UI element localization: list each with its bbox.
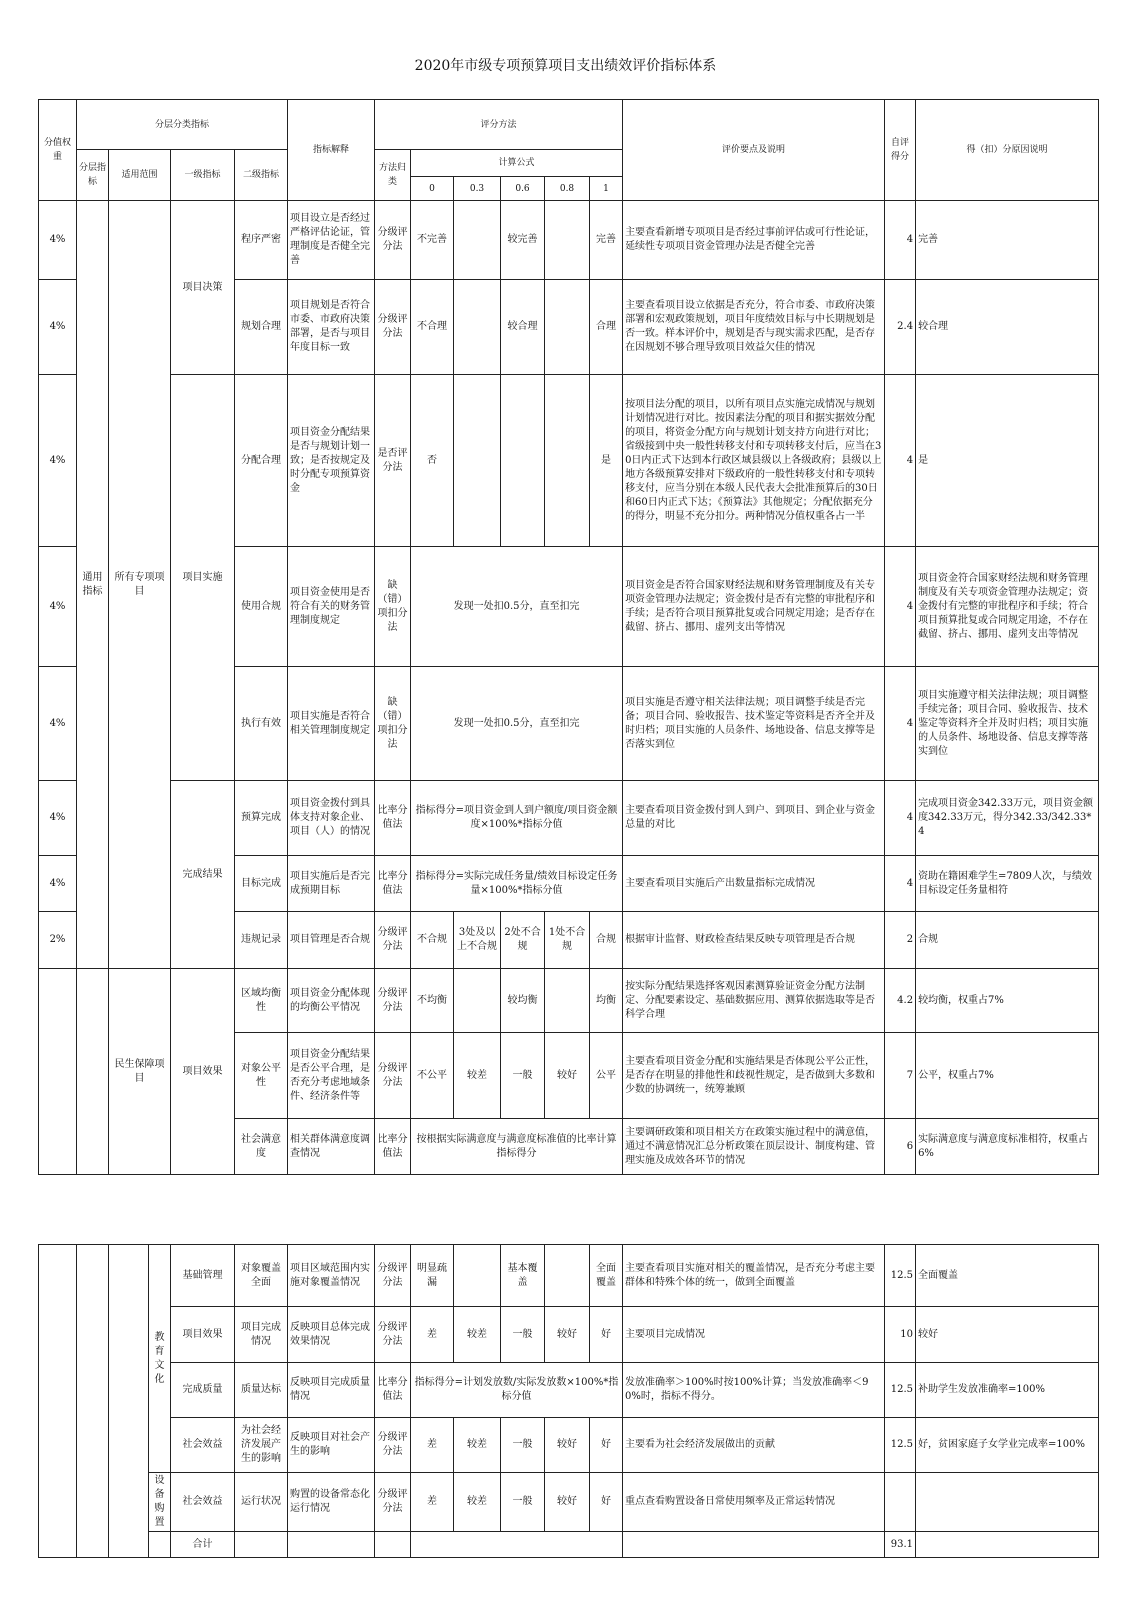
total-row [39, 1532, 1099, 1558]
group-results: 完成结果 [171, 781, 235, 969]
total-score: 93.1 [885, 1532, 916, 1558]
header-score-08: 0.8 [545, 177, 590, 201]
header-classification: 分层分类指标 [77, 100, 288, 150]
table-row: 4% 项目实施 分配合理 项目资金分配结果是否与规划计划一致；是否按规定及时分配专项预算资金 是否评分法 否 是 按项目法分配的项目，以所有项目点实施完成情况与规划计划情况进行对比。按因素法分配的项目和据实据效分配的项目，将资金分配方向与规划计划支持方向进行对比；省级接到中央一般性转移支付和专项转移支付后，应当在30日内正式下达到本行政区域县级以上各级政府；县级以上地方各级预算安排对下级政府的一般性转移支付和专项转移支付，应当分别在本级人民代表大会批准预算后的30日和60日内正式下达；《预算法》其他规定；分配依据充分的得分，明显不充分扣分。两种情况分值权重各占一半 4 是 [39, 375, 1099, 547]
header-level2: 二级指标 [235, 150, 288, 201]
table-row: 教育文化 基础管理 对象覆盖全面 项目区域范围内实施对象覆盖情况 分级评分法 明显疏漏 基本覆盖 全面覆盖 主要查看项目实施对相关的覆盖情况，是否充分考虑主要群体和特殊个体的统一，做到全面覆盖 12.5 全面覆盖 [39, 1245, 1099, 1307]
group-general: 通用指标 [77, 201, 109, 969]
header-self-score: 自评得分 [885, 100, 916, 201]
group-effect: 项目效果 [171, 969, 235, 1175]
table-row: 对象公平性 项目资金分配结果是否公平合理，是否充分考虑地域条件、经济条件等 分级评分法 不公平 较差 一般 较好 公平 主要查看项目资金分配和实施结果是否体现公平公正性，是否存在明显的排他性和歧视性规定，是否做到大多数和少数的协调统一，统筹兼顾 7 公平，权重占7% [39, 1033, 1099, 1119]
header-explanation: 指标解释 [288, 100, 375, 201]
header-score-06: 0.6 [501, 177, 545, 201]
group-implementation: 项目实施 [171, 375, 235, 781]
header-score-1: 1 [590, 177, 623, 201]
header-layer: 分层指标 [77, 150, 109, 201]
header-reason: 得（扣）分原因说明 [916, 100, 1099, 201]
table-row: 4% 执行有效 项目实施是否符合相关管理制度规定 缺（错）项扣分法 发现一处扣0.5分，直至扣完 项目实施是否遵守相关法律法规；项目调整手续是否完备；项目合同、验收报告、技术鉴定等资料是否齐全并及时归档；项目实施的人员条件、场地设备、信息支撑等是否落实到位 4 项目实施遵守相关法律法规；项目调整手续完备；项目合同、验收报告、技术鉴定等资料齐全并及时归档；项目实施的人员条件、场地设备、信息支撑等落实到位 [39, 667, 1099, 781]
header-level1: 一级指标 [171, 150, 235, 201]
page-title: 2020年市级专项预算项目支出绩效评价指标体系 [414, 58, 717, 74]
table-row: 民生保障项目 项目效果 区域均衡性 项目资金分配体现的均衡公平情况 分级评分法 不均衡 较均衡 均衡 按实际分配结果选择客观因素测算验证资金分配方法制定、分配要素设定、基础数据应用、测算依据选取等是否科学合理 4.2 较均衡，权重占7% [39, 969, 1099, 1033]
header-weight: 分值权重 [39, 100, 77, 201]
header-formula: 计算公式 [411, 150, 623, 177]
table-row: 社会满意度 相关群体满意度调查情况 比率分值法 按根据实际满意度与满意度标准值的比率计算指标得分 主要调研政策和项目相关方在政策实施过程中的满意值，通过不满意情况汇总分析政策在顶层设计、制度构建、管理实施及成效各环节的情况 6 实际满意度与满意度标准相符，权重占6% [39, 1119, 1099, 1175]
table-row: 社会效益 为社会经济发展产生的影响 反映项目对社会产生的影响 分级评分法 差 较差 一般 较好 好 主要看为社会经济发展做出的贡献 12.5 好，贫困家庭子女学业完成率=100% [39, 1418, 1099, 1473]
group-all-projects: 所有专项项目 [109, 201, 171, 969]
group-equipment: 设备购置 [149, 1473, 171, 1532]
table-row: 4% 完成结果 预算完成 项目资金拨付到具体支持对象企业、项目（人）的情况 比率分值法 指标得分=项目资金到人到户额度/项目资金额度×100%*指标分值 主要查看项目资金拨付到人到户、到项目、到企业与资金总量的对比 4 完成项目资金342.33万元，项目资金额度342.33万元，得分342.33/342.33*4 [39, 781, 1099, 856]
header-method-type: 方法归类 [375, 150, 411, 201]
table-row: 4% 目标完成 项目实施后是否完成预期目标 比率分值法 指标得分=实际完成任务量/绩效目标设定任务量×100%*指标分值 主要查看项目实施后产出数量指标完成情况 4 资助在籍困难学生=7809人次，与绩效目标设定任务量相符 [39, 856, 1099, 912]
evaluation-table-bottom [38, 1244, 1099, 1558]
table-row: 设备购置 社会效益 运行状况 购置的设备常态化运行情况 分级评分法 差 较差 一般 较好 好 重点查看购置设备日常使用频率及正常运转情况 [39, 1473, 1099, 1532]
header-key-points: 评价要点及说明 [623, 100, 885, 201]
header-scoring-method: 评分方法 [375, 100, 623, 150]
table-row: 4% 规划合理 项目规划是否符合市委、市政府决策部署，是否与项目年度目标一致 分级评分法 不合理 较合理 合理 主要查看项目设立依据是否充分，符合市委、市政府决策部署和宏观政策规划，项目年度绩效目标与中长期规划是否一致。样本评价中，规划是否与现实需求匹配，是否存在因规划不够合理导致项目效益欠佳的情况 2.4 较合理 [39, 280, 1099, 375]
group-education: 教育文化 [149, 1245, 171, 1473]
header-score-03: 0.3 [454, 177, 501, 201]
table-row: 2% 违规记录 项目管理是否合规 分级评分法 不合规 3处及以上不合规 2处不合规 1处不合规 合规 根据审计监督、财政检查结果反映专项管理是否合规 2 合规 [39, 912, 1099, 969]
table-row: 4% 通用指标 所有专项项目 项目决策 程序严密 项目设立是否经过严格评估论证，管理制度是否健全完善 分级评分法 不完善 较完善 完善 主要查看新增专项项目是否经过事前评估或可行性论证，延续性专项项目资金管理办法是否健全完善 4 完善 [39, 201, 1099, 280]
total-label: 合计 [171, 1532, 235, 1558]
header-scope: 适用范围 [109, 150, 171, 201]
evaluation-table [38, 99, 1099, 1175]
table-row: 项目效果 项目完成情况 反映项目总体完成效果情况 分级评分法 差 较差 一般 较好 好 主要项目完成情况 10 较好 [39, 1307, 1099, 1363]
table-row: 完成质量 质量达标 反映项目完成质量情况 比率分值法 指标得分=计划发放数/实际发放数×100%*指标分值 发放准确率＞100%时按100%计算；当发放准确率＜90%时，指标不得分。 12.5 补助学生发放准确率=100% [39, 1363, 1099, 1418]
group-decision: 项目决策 [171, 201, 235, 375]
group-livelihood: 民生保障项目 [109, 969, 171, 1175]
header-score-0: 0 [411, 177, 454, 201]
table-row: 4% 使用合规 项目资金使用是否符合有关的财务管理制度规定 缺（错）项扣分法 发现一处扣0.5分，直至扣完 项目资金是否符合国家财经法规和财务管理制度及有关专项资金管理办法规定；资金拨付是否有完整的审批程序和手续；是否符合项目预算批复或合同规定用途；是否存在截留、挤占、挪用、虚列支出等情况 4 项目资金符合国家财经法规和财务管理制度及有关专项资金管理办法规定；资金拨付有完整的审批程序和手续；符合项目预算批复或合同规定用途，不存在截留、挤占、挪用、虚列支出等情况 [39, 547, 1099, 667]
